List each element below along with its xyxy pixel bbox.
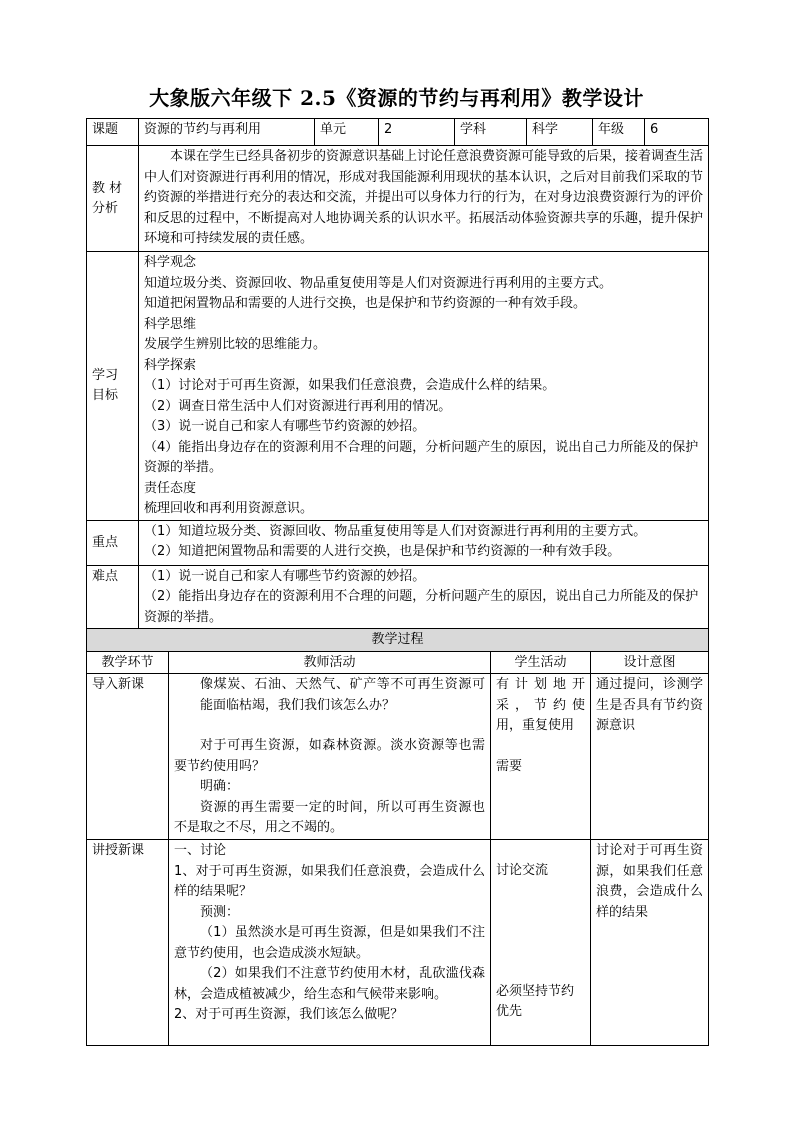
goals-label — [87, 252, 139, 521]
key-point-line: （1）知道垃圾分类、资源回收、物品重复使用等是人们对资源进行再利用的主要方式。 — [144, 523, 647, 539]
topic-label: 课题 — [87, 119, 139, 146]
new-lesson-teacher-l1: 一、讨论 — [174, 843, 227, 858]
topic-value: 资源的节约与再利用 — [139, 119, 315, 146]
difficulty-line: （2）能指出身边存在的资源利用不合理的问题，分析问题产生的原因，说出自己力所能及的保护资源的举措。 — [144, 589, 699, 625]
column-header-stage: 教学环节 — [87, 651, 169, 674]
new-lesson-student-p1: 讨论交流 — [496, 863, 549, 878]
analysis-text: 本课在学生已经具备初步的资源意识基础上讨论任意浪费资源可能导致的后果，接着调查生活中人们对资源进行再利用的情况，形成对我国能源利用现状的基本认识，之后对目前我们采取的节约资源的举措进行充分的表达和交流，并提出可以身体力行的行为，在对身边浪费资源行为的评价和反思的过程中，不断提高对人地协调关系的认识水平。拓展活动体验资源共享的乐趣，提升保护环境和可持续发展的责任感。 — [139, 146, 709, 252]
subject-label: 学科 — [455, 119, 527, 146]
teaching-process-table — [86, 628, 709, 1046]
column-header-teacher: 教师活动 — [169, 651, 491, 674]
column-header-intent: 设计意图 — [591, 651, 709, 674]
process-header: 教学过程 — [87, 629, 709, 652]
intro-student-p1: 有计划地开采，节约使用，重复使用 — [496, 677, 585, 733]
intro-stage: 导入新课 — [87, 674, 169, 840]
goal-line: （3）说一说自己和家人有哪些节约资源的妙招。 — [144, 419, 426, 434]
goals-label-line2: 目标 — [92, 388, 119, 404]
difficulties-label: 难点 — [87, 565, 139, 629]
goal-line: 科学观念 — [144, 255, 197, 270]
document-title: 大象版六年级下 2.5《资源的节约与再利用》教学设计 — [149, 86, 644, 110]
new-lesson-teacher-l2: 1、对于可再生资源，如果我们任意浪费，会造成什么样的结果呢？ — [174, 863, 485, 899]
new-lesson-teacher-l5: （2）如果我们不注意节约使用木材，乱砍滥伐森林，会造成植被减少，给生态和气候带来影响。 — [174, 966, 485, 1002]
key-points-content — [139, 520, 709, 565]
intro-teacher-activity — [169, 674, 491, 840]
goal-line: 发展学生辨别比较的思维能力。 — [144, 337, 327, 352]
intro-teacher-p4: 资源的再生需要一定的时间，所以可再生资源也不是取之不尽，用之不竭的。 — [174, 799, 485, 835]
intro-intent: 通过提问，诊测学生是否具有节约资源意识 — [591, 674, 709, 840]
goal-line: 科学探索 — [144, 357, 197, 373]
subject-value: 科学 — [527, 119, 593, 146]
difficulties-content — [139, 565, 709, 629]
new-lesson-teacher-l6: 2、对于可再生资源，我们该怎么做呢？ — [174, 1007, 404, 1022]
unit-value: 2 — [379, 119, 455, 146]
goal-line: （2）调查日常生活中人们对资源进行再利用的情况。 — [144, 398, 452, 414]
goal-line: （4）能指出身边存在的资源利用不合理的问题，分析问题产生的原因，说出自己力所能及的保护资源的举措。 — [144, 439, 699, 475]
difficulty-line: （1）说一说自己和家人有哪些节约资源的妙招。 — [144, 568, 426, 584]
key-points-label: 重点 — [87, 520, 139, 565]
column-header-student: 学生活动 — [491, 651, 591, 674]
intro-student-p2: 需要 — [496, 758, 523, 774]
goal-line: 责任态度 — [144, 480, 197, 496]
goals-label-line1: 学习 — [92, 367, 119, 383]
intro-teacher-p1: 像煤炭、石油、天然气、矿产等不可再生资源可能面临枯竭，我们我们该怎么办？ — [200, 677, 485, 713]
new-lesson-student-p2: 必须坚持节约优先 — [496, 983, 575, 1019]
grade-label: 年级 — [593, 119, 645, 146]
goal-line: 知道把闲置物品和需要的人进行交换，也是保护和节约资源的一种有效手段。 — [144, 296, 587, 311]
analysis-label — [87, 146, 139, 252]
goal-line: 梳理回收和再利用资源意识。 — [144, 501, 314, 516]
unit-label: 单元 — [315, 119, 379, 146]
new-lesson-intent: 讨论对于可再生资源，如果我们任意浪费，会造成什么样的结果 — [591, 840, 709, 1046]
key-point-line: （2）知道把闲置物品和需要的人进行交换，也是保护和节约资源的一种有效手段。 — [144, 544, 621, 559]
intro-teacher-p3: 明确： — [200, 779, 240, 794]
new-lesson-teacher-l4: （1）虽然淡水是可再生资源，但是如果我们不注意节约使用，也会造成淡水短缺。 — [174, 925, 485, 961]
new-lesson-teacher-activity — [169, 840, 491, 1046]
grade-value: 6 — [645, 119, 709, 146]
analysis-label-line2: 分析 — [92, 201, 119, 216]
intro-teacher-p2: 对于可再生资源，如森林资源。淡水资源等也需要节约使用吗？ — [174, 738, 485, 774]
goal-line: 知道垃圾分类、资源回收、物品重复使用等是人们对资源进行再利用的主要方式。 — [144, 275, 613, 291]
goal-line: 科学思维 — [144, 316, 197, 332]
new-lesson-teacher-l3: 预测： — [200, 904, 240, 920]
lesson-info-table — [86, 118, 709, 630]
new-lesson-student-activity — [491, 840, 591, 1046]
analysis-label-line1: 教 材 — [92, 180, 123, 196]
goals-content — [139, 252, 709, 521]
goal-line: （1）讨论对于可再生资源，如果我们任意浪费，会造成什么样的结果。 — [144, 378, 556, 393]
new-lesson-stage: 讲授新课 — [87, 840, 169, 1046]
intro-student-activity — [491, 674, 591, 840]
